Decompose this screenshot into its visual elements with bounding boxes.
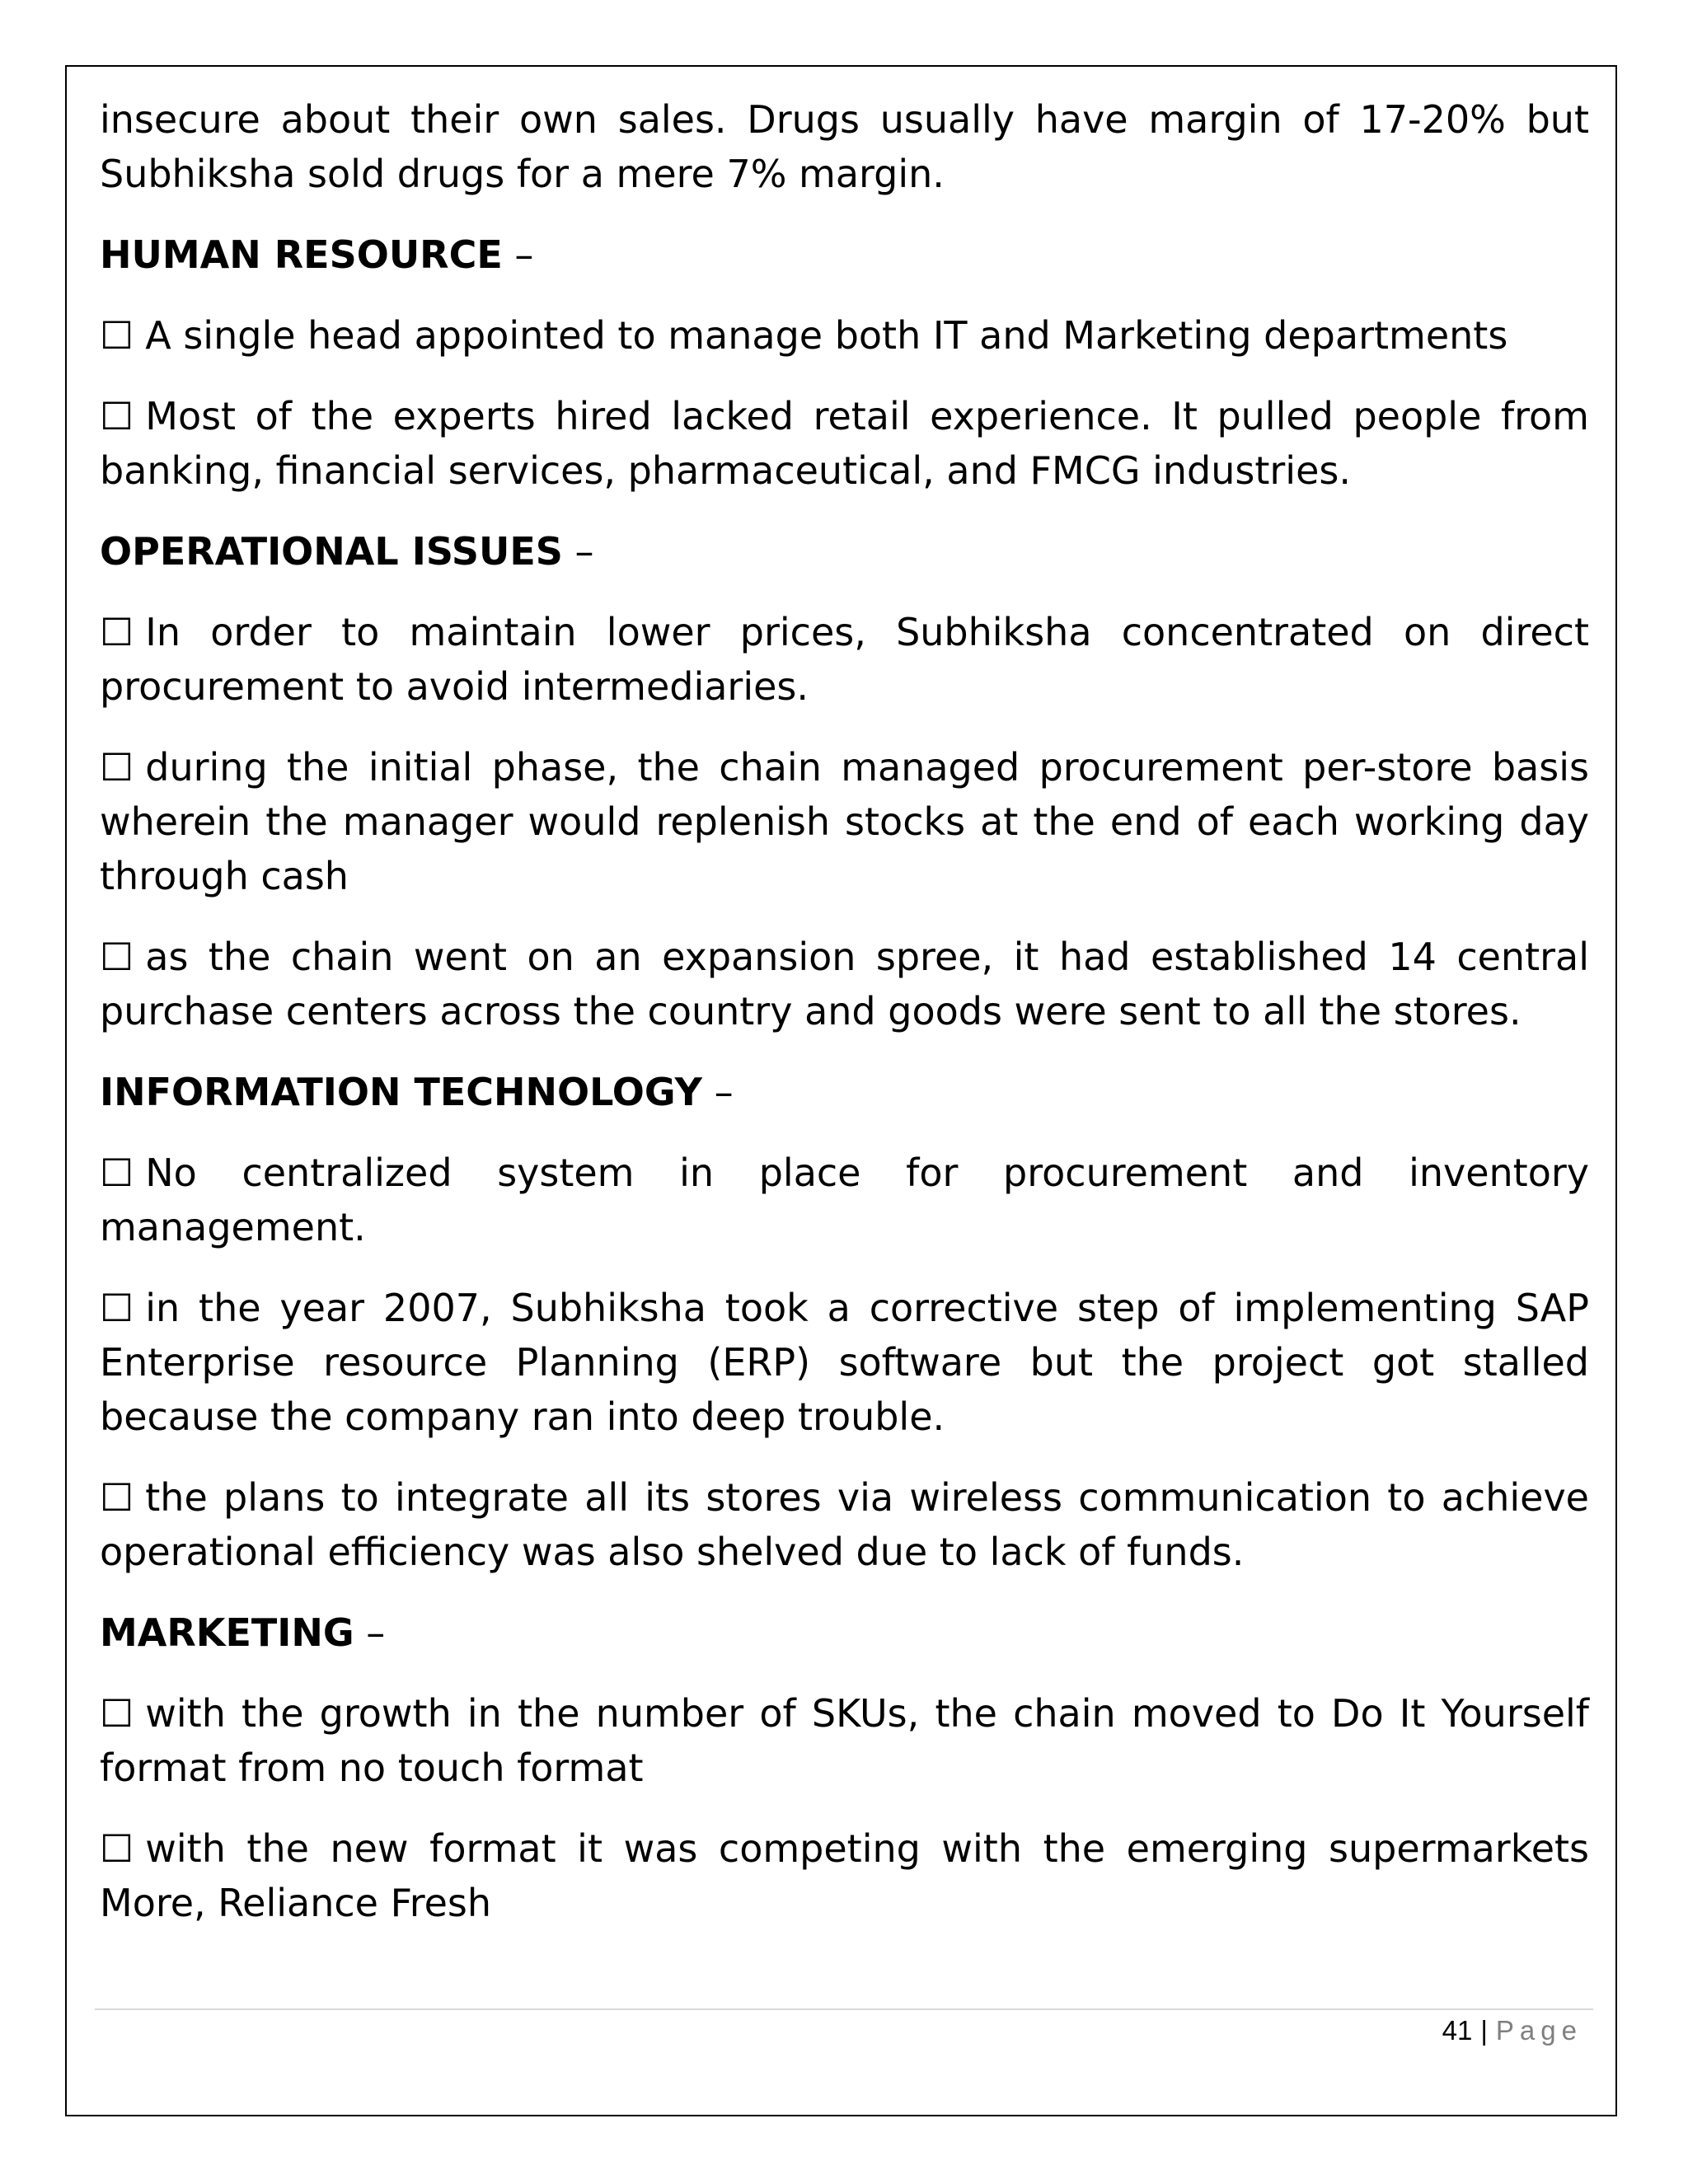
page-footer: [1442, 2013, 1582, 2049]
bullet-text: in the year 2007, Subhiksha took a corrective step of implementing SAP Enterprise resource Planning (ERP) software but the project got stalled because the company ran into deep trouble.: [100, 1286, 1589, 1439]
checkbox-icon: ☐: [100, 610, 134, 654]
section-heading-operational-issues: OPERATIONAL ISSUES –: [100, 529, 594, 574]
footer-separator: |: [1480, 2015, 1488, 2046]
bullet-item: [100, 1281, 1589, 1444]
bullet-item: [100, 1146, 1589, 1254]
checkbox-icon: ☐: [100, 1691, 134, 1736]
bullet-item: [100, 605, 1589, 714]
checkbox-icon: ☐: [100, 313, 134, 358]
heading-dash: –: [701, 1070, 734, 1114]
checkbox-icon: ☐: [100, 935, 134, 979]
checkbox-icon: ☐: [100, 394, 134, 438]
page-label: Page: [1495, 2015, 1582, 2046]
checkbox-icon: ☐: [100, 1475, 134, 1520]
heading-dash: –: [562, 529, 594, 574]
bullet-item: [100, 740, 1589, 903]
bullet-text: A single head appointed to manage both IT and Marketing departments: [145, 313, 1508, 358]
section-heading-marketing: MARKETING –: [100, 1610, 386, 1655]
checkbox-icon: ☐: [100, 745, 134, 790]
bullet-text: with the new format it was competing with the emerging supermarkets More, Reliance Fresh: [100, 1826, 1589, 1925]
intro-paragraph: insecure about their own sales. Drugs usually have margin of 17-20% but Subhiksha sold drugs for a mere 7% margin.: [100, 97, 1589, 196]
bullet-item: [100, 389, 1589, 498]
checkbox-icon: ☐: [100, 1151, 134, 1195]
page-number: 41: [1442, 2015, 1473, 2046]
heading-dash: –: [502, 232, 534, 277]
bullet-text: No centralized system in place for procurement and inventory management.: [100, 1151, 1589, 1249]
bullet-item: [100, 1821, 1589, 1930]
bullet-item: [100, 1686, 1589, 1795]
checkbox-icon: ☐: [100, 1826, 134, 1871]
bullet-text: Most of the experts hired lacked retail experience. It pulled people from banking, financial services, pharmaceutical, and FMCG industries.: [100, 394, 1589, 493]
bullet-text: In order to maintain lower prices, Subhiksha concentrated on direct procurement to avoid intermediaries.: [100, 610, 1589, 709]
section-heading-information-technology: INFORMATION TECHNOLOGY –: [100, 1070, 734, 1114]
heading-dash: –: [354, 1610, 386, 1655]
bullet-text: with the growth in the number of SKUs, the chain moved to Do It Yourself format from no touch format: [100, 1691, 1589, 1790]
bullet-text: as the chain went on an expansion spree, it had established 14 central purchase centers across the country and goods were sent to all the stores.: [100, 935, 1589, 1033]
bullet-item: [100, 1470, 1589, 1579]
bullet-item: [100, 308, 1589, 363]
bullet-item: [100, 930, 1589, 1038]
bullet-text: during the initial phase, the chain managed procurement per-store basis wherein the manager would replenish stocks at the end of each working day through cash: [100, 745, 1589, 898]
bullet-text: the plans to integrate all its stores via wireless communication to achieve operational efficiency was also shelved due to lack of funds.: [100, 1475, 1589, 1574]
footer-divider: [95, 2008, 1593, 2010]
checkbox-icon: ☐: [100, 1286, 134, 1330]
section-heading-human-resource: HUMAN RESOURCE –: [100, 232, 534, 277]
document-body: [100, 92, 1589, 1957]
